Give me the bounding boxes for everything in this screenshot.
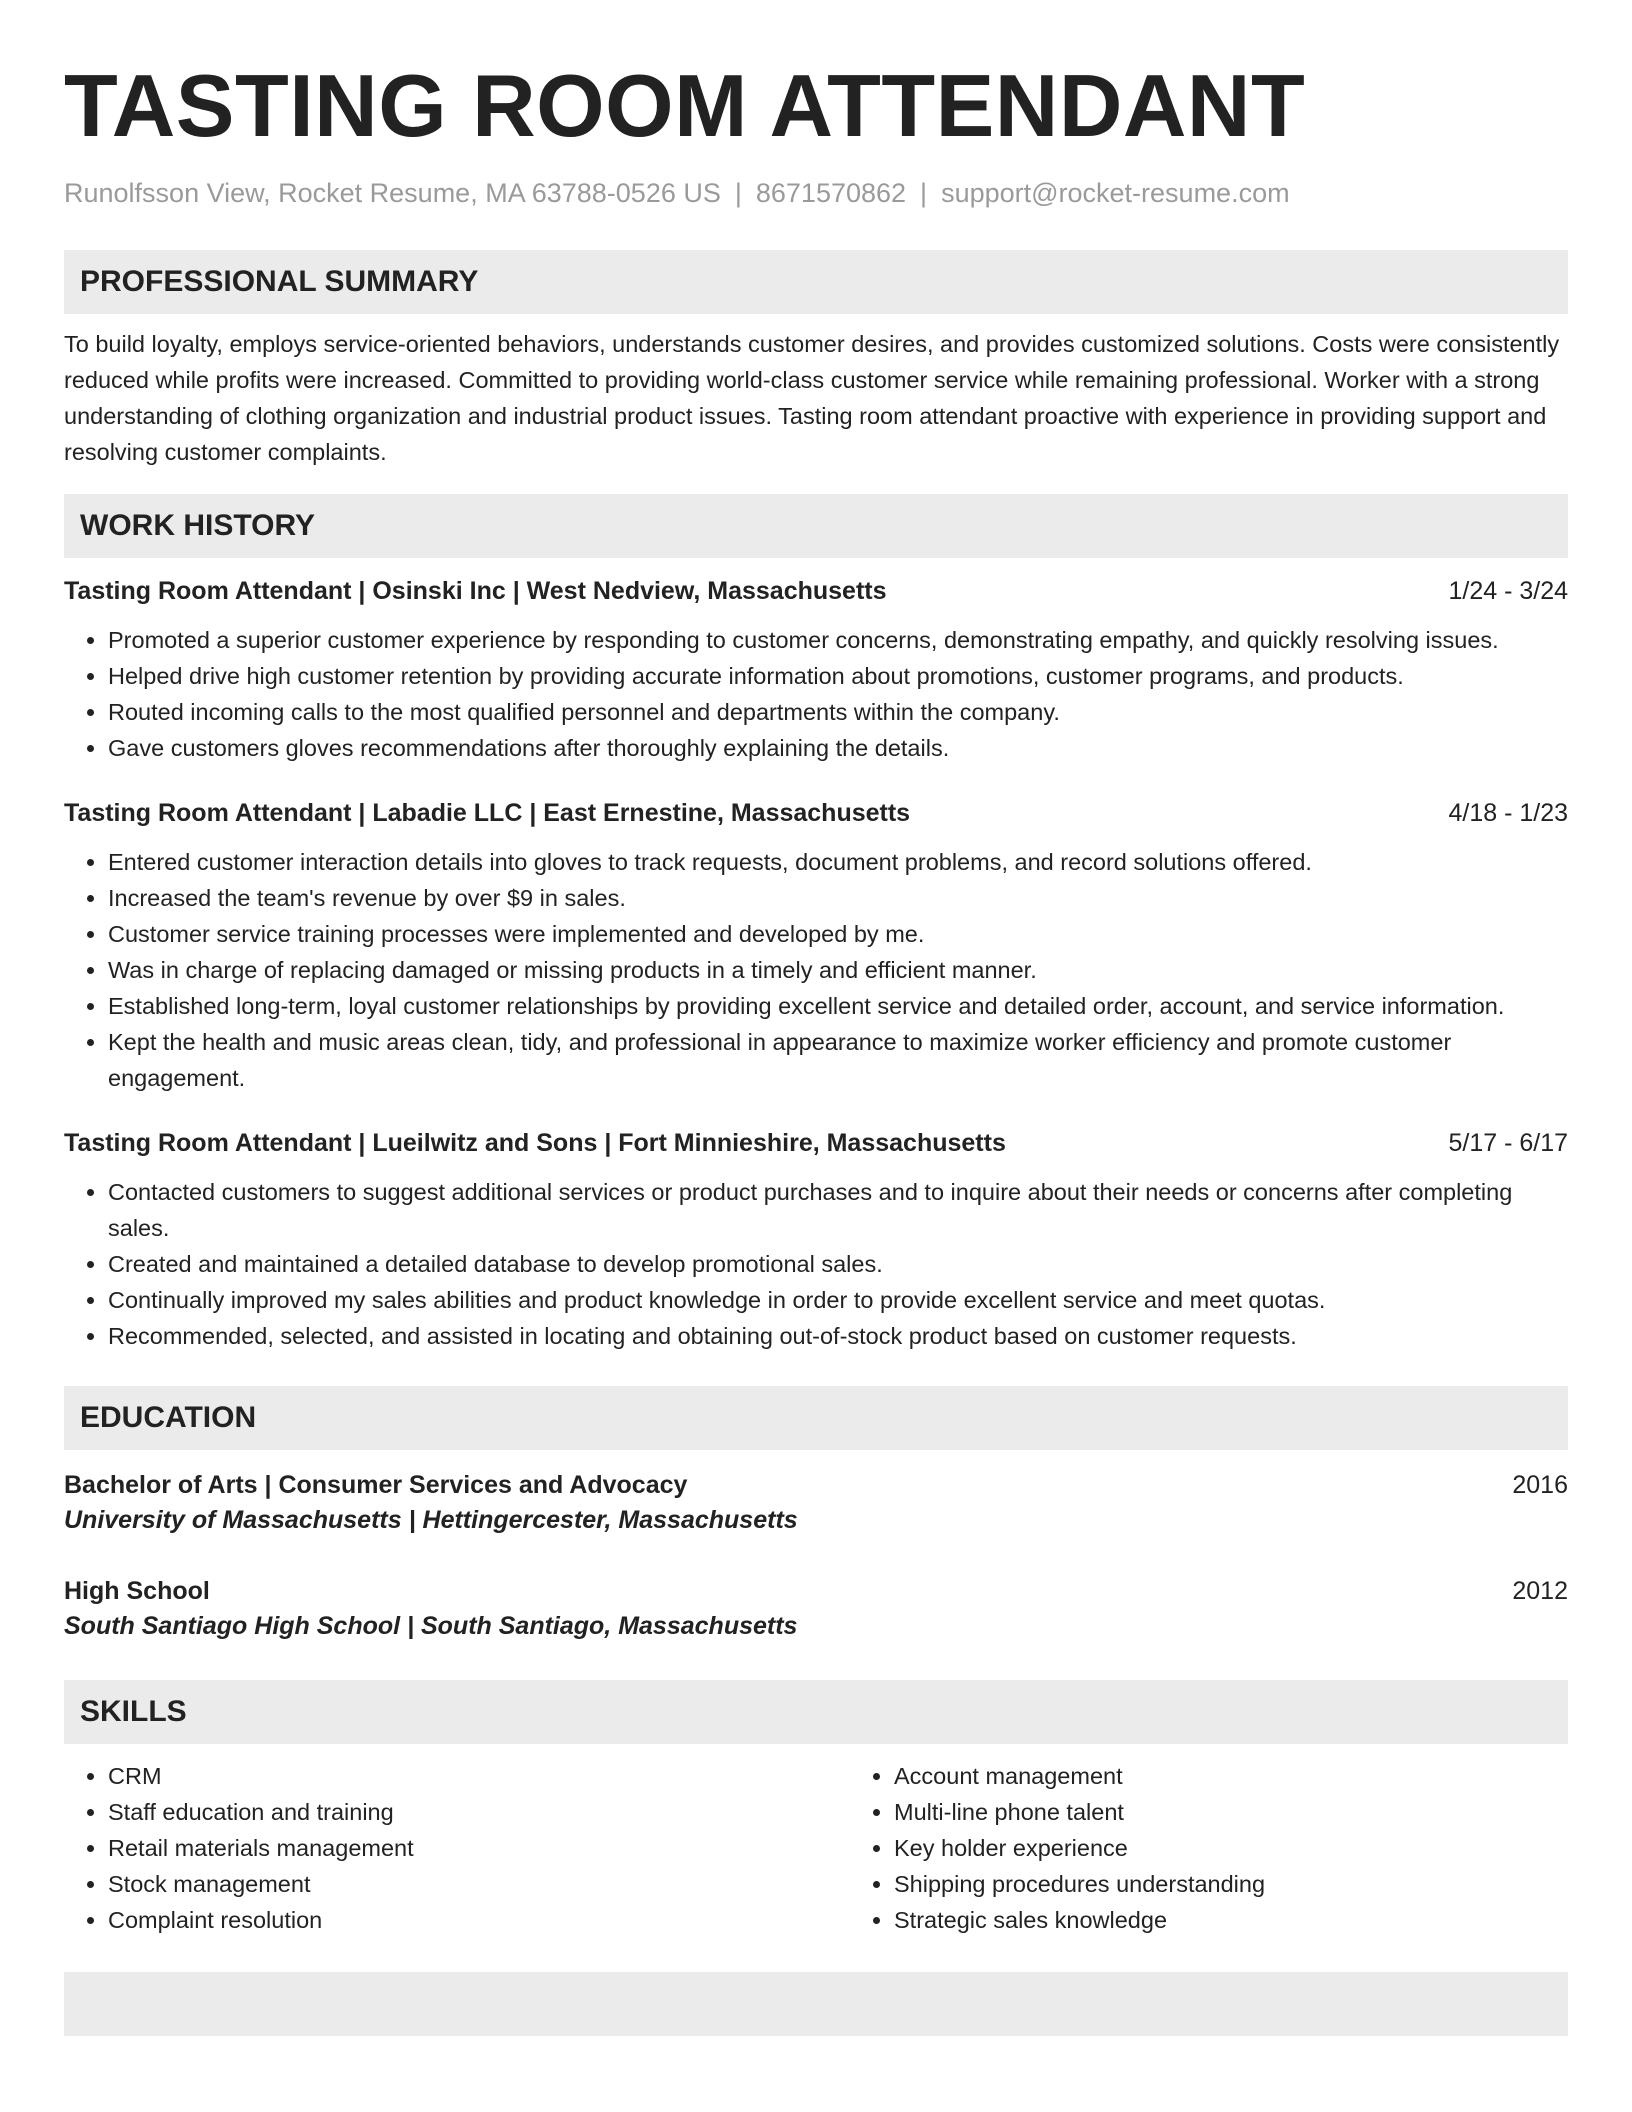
education-header: [64, 1574, 1568, 1608]
job-header: [64, 796, 1568, 830]
job-entry: [64, 574, 1568, 766]
job-bullets: [64, 1174, 1568, 1354]
bullet-item: • Promoted a superior customer experience by responding to customer concerns, demonstrating empathy, and quickly resolving issues.: [108, 622, 1568, 658]
skill-item: • Multi-line phone talent: [894, 1794, 1632, 1830]
summary-text: To build loyalty, employs service-oriented behaviors, understands customer desires, and provides customized solutions. Costs were consistently reduced while profits were increased. Committed to providing world-class customer service while remaining professional. Worker with a strong understanding of clothing organization and industrial product issues. Tasting room attendant proactive with experience in providing support and resolving customer complaints.: [64, 331, 1560, 465]
bullet-item: • Contacted customers to suggest additional services or product purchases and to inquire about their needs or concerns after completing sales.: [108, 1174, 1568, 1246]
skill-item: • Shipping procedures understanding: [894, 1866, 1632, 1902]
section-heading-education: EDUCATION: [64, 1386, 1568, 1450]
skill-item: • Key holder experience: [894, 1830, 1632, 1866]
job-entry: [64, 1126, 1568, 1354]
job-entry: [64, 796, 1568, 1096]
contact-separator: |: [920, 178, 928, 208]
skill-item: • Retail materials management: [108, 1830, 850, 1866]
education-degree: High School: [64, 1577, 210, 1605]
skill-item: • Account management: [894, 1758, 1632, 1794]
job-header: [64, 1126, 1568, 1160]
education-year: 2016: [1512, 1471, 1568, 1499]
bullet-item: • Recommended, selected, and assisted in locating and obtaining out-of-stock product based on customer requests.: [108, 1318, 1568, 1354]
contact-line: [64, 176, 1568, 210]
section-heading-summary: PROFESSIONAL SUMMARY: [64, 250, 1568, 314]
contact-email: support@rocket-resume.com: [941, 178, 1290, 208]
skill-item: • Strategic sales knowledge: [894, 1902, 1632, 1938]
bullet-item: • Created and maintained a detailed database to develop promotional sales.: [108, 1246, 1568, 1282]
job-header: [64, 574, 1568, 608]
bullet-item: • Established long-term, loyal customer relationships by providing excellent service and detailed order, account, and service information.: [108, 988, 1568, 1024]
bullet-item: • Continually improved my sales abilities and product knowledge in order to provide excellent service and meet quotas.: [108, 1282, 1568, 1318]
education-entry: [64, 1468, 1568, 1538]
bullet-item: • Routed incoming calls to the most qualified personnel and departments within the company.: [108, 694, 1568, 730]
job-dates: 5/17 - 6/17: [1448, 1129, 1568, 1157]
contact-separator: |: [734, 178, 742, 208]
job-dates: 4/18 - 1/23: [1448, 799, 1568, 827]
job-title: Tasting Room Attendant | Lueilwitz and Sons | Fort Minnieshire, Massachusetts: [64, 1129, 1006, 1157]
bullet-item: • Kept the health and music areas clean, tidy, and professional in appearance to maximize worker efficiency and promote customer engagement.: [108, 1024, 1568, 1096]
job-title: Tasting Room Attendant | Labadie LLC | East Ernestine, Massachusetts: [64, 799, 911, 827]
bullet-item: • Increased the team's revenue by over $9 in sales.: [108, 880, 1568, 916]
education-school: University of Massachusetts | Hettingercester, Massachusetts: [64, 1506, 798, 1534]
skill-item: • Stock management: [108, 1866, 850, 1902]
job-bullets: [64, 844, 1568, 1096]
bullet-item: • Was in charge of replacing damaged or missing products in a timely and efficient manner.: [108, 952, 1568, 988]
skills-list: [64, 1758, 1568, 1938]
skill-item: • CRM: [108, 1758, 850, 1794]
bullet-item: • Entered customer interaction details into gloves to track requests, document problems, and record solutions offered.: [108, 844, 1568, 880]
skills-column-right: [850, 1758, 1632, 1938]
section-heading-skills: SKILLS: [64, 1680, 1568, 1744]
job-bullets: [64, 622, 1568, 766]
education-school: South Santiago High School | South Santiago, Massachusetts: [64, 1612, 798, 1640]
contact-address: Runolfsson View, Rocket Resume, MA 63788-0526 US: [64, 178, 721, 208]
bullet-item: • Customer service training processes were implemented and developed by me.: [108, 916, 1568, 952]
skills-column-left: [64, 1758, 850, 1938]
skill-item: • Complaint resolution: [108, 1902, 850, 1938]
job-dates: 1/24 - 3/24: [1448, 577, 1568, 605]
section-heading-next: [64, 1972, 1568, 2036]
education-year: 2012: [1512, 1577, 1568, 1605]
bullet-item: • Helped drive high customer retention by providing accurate information about promotions, customer programs, and products.: [108, 658, 1568, 694]
section-heading-work-history: WORK HISTORY: [64, 494, 1568, 558]
contact-phone: 8671570862: [755, 178, 907, 208]
education-degree: Bachelor of Arts | Consumer Services and Advocacy: [64, 1471, 688, 1499]
bullet-item: • Gave customers gloves recommendations after thoroughly explaining the details.: [108, 730, 1568, 766]
education-entry: [64, 1574, 1568, 1644]
job-title: Tasting Room Attendant | Osinski Inc | West Nedview, Massachusetts: [64, 577, 887, 605]
page-title: TASTING ROOM ATTENDANT: [64, 56, 1306, 155]
skill-item: • Staff education and training: [108, 1794, 850, 1830]
education-header: [64, 1468, 1568, 1502]
